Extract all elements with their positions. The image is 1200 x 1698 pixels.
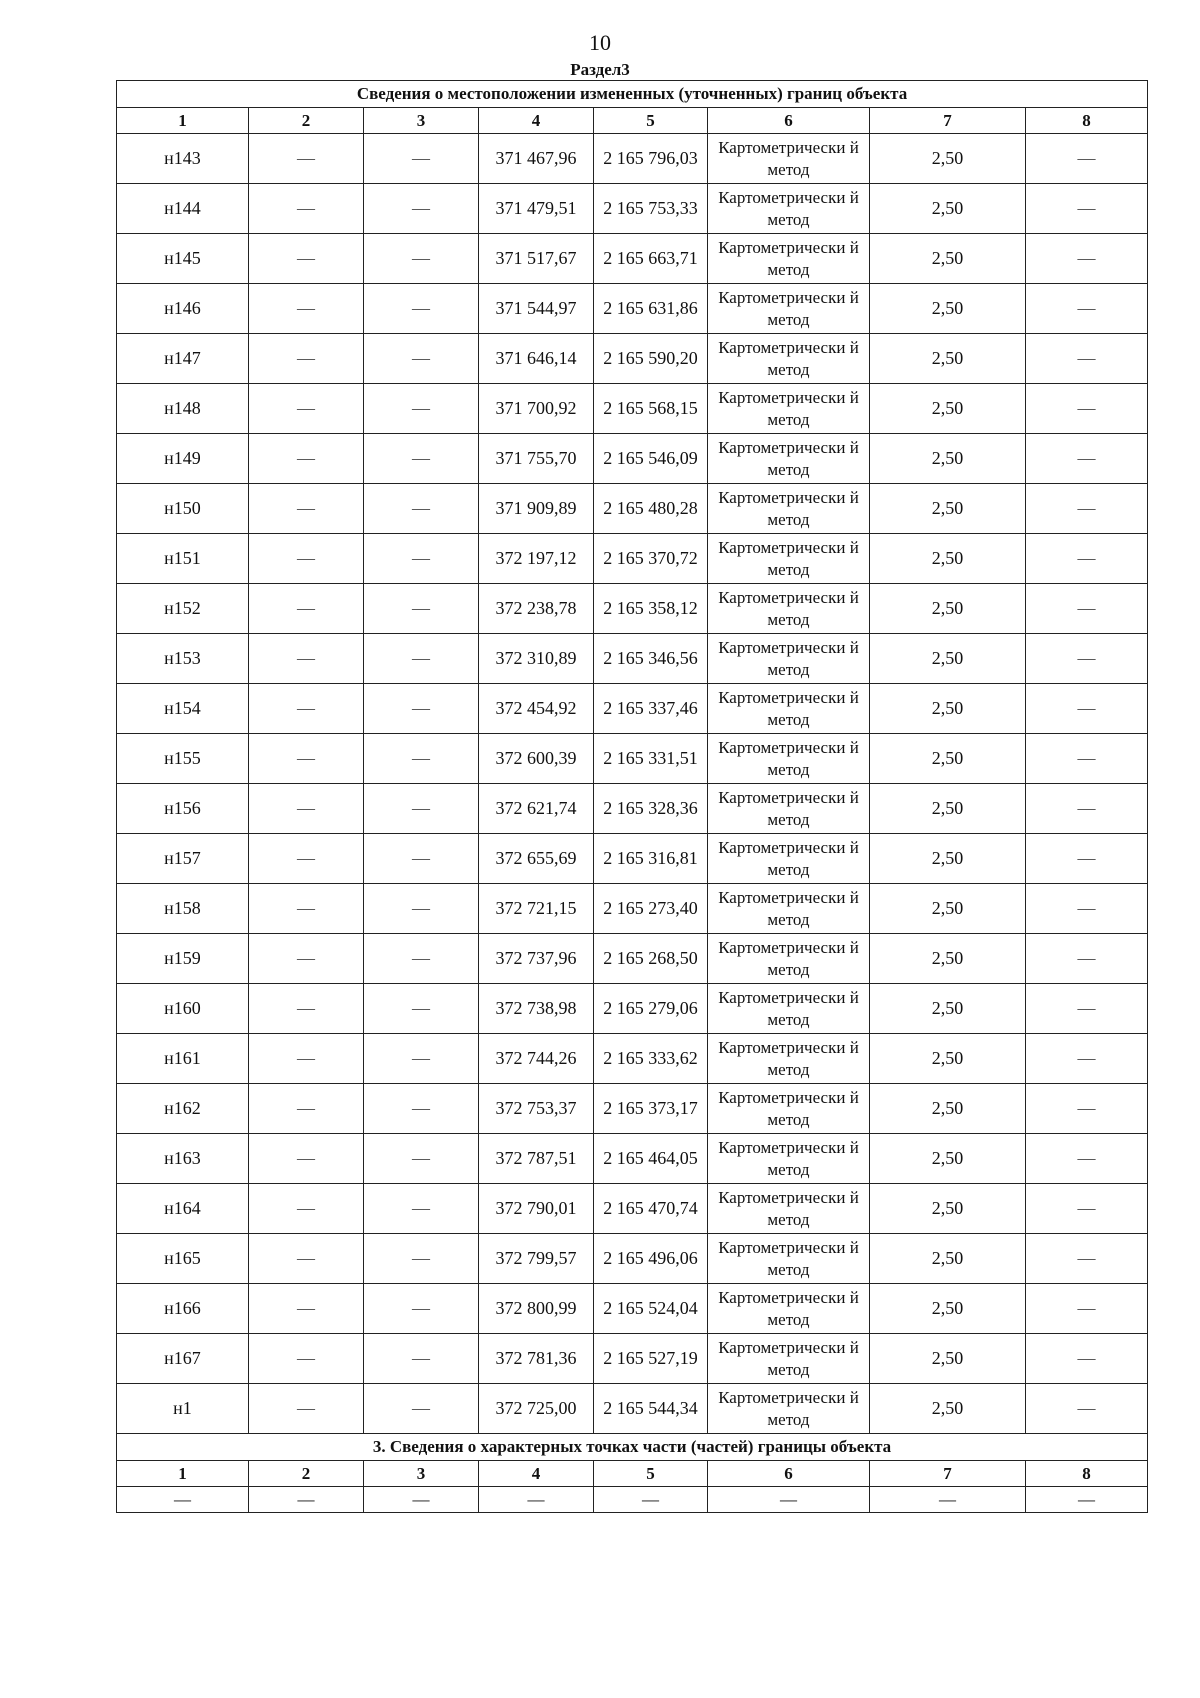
table-row	[117, 934, 1148, 984]
table-row	[117, 984, 1148, 1034]
y-coordinate: 2 165 268,50	[594, 934, 708, 984]
x-coordinate: 372 799,57	[479, 1234, 594, 1284]
column-number: 5	[594, 108, 708, 134]
x-coordinate: 371 646,14	[479, 334, 594, 384]
section3-cell: —	[708, 1487, 870, 1513]
accuracy-value: 2,50	[870, 734, 1026, 784]
method-cell: Картометрически й метод	[708, 834, 870, 884]
point-name: н146	[117, 284, 249, 334]
col3-value: —	[364, 334, 479, 384]
method-cell: Картометрически й метод	[708, 134, 870, 184]
point-name: н154	[117, 684, 249, 734]
section3-cell: —	[1026, 1487, 1148, 1513]
x-coordinate: 372 197,12	[479, 534, 594, 584]
y-coordinate: 2 165 316,81	[594, 834, 708, 884]
y-coordinate: 2 165 346,56	[594, 634, 708, 684]
column-number: 4	[479, 1461, 594, 1487]
col8-value: —	[1026, 1184, 1148, 1234]
col8-value: —	[1026, 134, 1148, 184]
method-cell: Картометрически й метод	[708, 384, 870, 434]
point-name: н161	[117, 1034, 249, 1084]
col2-value: —	[249, 1284, 364, 1334]
point-name: н143	[117, 134, 249, 184]
section3-title-row	[117, 1434, 1148, 1461]
point-name: н159	[117, 934, 249, 984]
table-title-row	[117, 81, 1148, 108]
col3-value: —	[364, 834, 479, 884]
column-number: 5	[594, 1461, 708, 1487]
method-cell: Картометрически й метод	[708, 1084, 870, 1134]
x-coordinate: 372 621,74	[479, 784, 594, 834]
table-row	[117, 534, 1148, 584]
point-name: н158	[117, 884, 249, 934]
accuracy-value: 2,50	[870, 434, 1026, 484]
point-name: н145	[117, 234, 249, 284]
y-coordinate: 2 165 524,04	[594, 1284, 708, 1334]
column-number: 2	[249, 108, 364, 134]
x-coordinate: 372 781,36	[479, 1334, 594, 1384]
table-row	[117, 234, 1148, 284]
point-name: н162	[117, 1084, 249, 1134]
col8-value: —	[1026, 1134, 1148, 1184]
col2-value: —	[249, 884, 364, 934]
x-coordinate: 372 738,98	[479, 984, 594, 1034]
accuracy-value: 2,50	[870, 634, 1026, 684]
method-cell: Картометрически й метод	[708, 1384, 870, 1434]
col3-value: —	[364, 134, 479, 184]
accuracy-value: 2,50	[870, 334, 1026, 384]
col3-value: —	[364, 534, 479, 584]
col3-value: —	[364, 1234, 479, 1284]
col2-value: —	[249, 1134, 364, 1184]
x-coordinate: 372 737,96	[479, 934, 594, 984]
col8-value: —	[1026, 1384, 1148, 1434]
method-cell: Картометрически й метод	[708, 1034, 870, 1084]
accuracy-value: 2,50	[870, 1134, 1026, 1184]
x-coordinate: 372 655,69	[479, 834, 594, 884]
y-coordinate: 2 165 480,28	[594, 484, 708, 534]
col2-value: —	[249, 834, 364, 884]
table-row	[117, 284, 1148, 334]
col2-value: —	[249, 234, 364, 284]
y-coordinate: 2 165 337,46	[594, 684, 708, 734]
point-name: н151	[117, 534, 249, 584]
column-number: 1	[117, 108, 249, 134]
col2-value: —	[249, 634, 364, 684]
method-cell: Картометрически й метод	[708, 484, 870, 534]
col8-value: —	[1026, 184, 1148, 234]
section3-cell: —	[117, 1487, 249, 1513]
col3-value: —	[364, 584, 479, 634]
col2-value: —	[249, 134, 364, 184]
section3-cell: —	[364, 1487, 479, 1513]
x-coordinate: 372 721,15	[479, 884, 594, 934]
accuracy-value: 2,50	[870, 984, 1026, 1034]
point-name: н160	[117, 984, 249, 1034]
accuracy-value: 2,50	[870, 684, 1026, 734]
point-name: н148	[117, 384, 249, 434]
x-coordinate: 371 517,67	[479, 234, 594, 284]
col8-value: —	[1026, 1284, 1148, 1334]
accuracy-value: 2,50	[870, 1184, 1026, 1234]
x-coordinate: 372 753,37	[479, 1084, 594, 1134]
method-cell: Картометрически й метод	[708, 184, 870, 234]
accuracy-value: 2,50	[870, 484, 1026, 534]
point-name: н150	[117, 484, 249, 534]
method-cell: Картометрически й метод	[708, 1284, 870, 1334]
x-coordinate: 372 790,01	[479, 1184, 594, 1234]
table-row	[117, 434, 1148, 484]
accuracy-value: 2,50	[870, 1384, 1026, 1434]
col3-value: —	[364, 284, 479, 334]
col8-value: —	[1026, 934, 1148, 984]
x-coordinate: 372 744,26	[479, 1034, 594, 1084]
table-row	[117, 184, 1148, 234]
col8-value: —	[1026, 284, 1148, 334]
col8-value: —	[1026, 234, 1148, 284]
accuracy-value: 2,50	[870, 1084, 1026, 1134]
point-name: н163	[117, 1134, 249, 1184]
y-coordinate: 2 165 333,62	[594, 1034, 708, 1084]
method-cell: Картометрически й метод	[708, 284, 870, 334]
col3-value: —	[364, 934, 479, 984]
section3-cell: —	[594, 1487, 708, 1513]
y-coordinate: 2 165 470,74	[594, 1184, 708, 1234]
col3-value: —	[364, 1284, 479, 1334]
accuracy-value: 2,50	[870, 284, 1026, 334]
col3-value: —	[364, 634, 479, 684]
table-row	[117, 384, 1148, 434]
y-coordinate: 2 165 590,20	[594, 334, 708, 384]
point-name: н147	[117, 334, 249, 384]
method-cell: Картометрически й метод	[708, 984, 870, 1034]
boundary-table	[116, 80, 1148, 1513]
x-coordinate: 371 909,89	[479, 484, 594, 534]
accuracy-value: 2,50	[870, 134, 1026, 184]
point-name: н152	[117, 584, 249, 634]
accuracy-value: 2,50	[870, 784, 1026, 834]
page-number: 10	[589, 30, 611, 55]
column-number: 8	[1026, 108, 1148, 134]
table-row	[117, 884, 1148, 934]
accuracy-value: 2,50	[870, 184, 1026, 234]
column-number: 3	[364, 108, 479, 134]
method-cell: Картометрически й метод	[708, 784, 870, 834]
col3-value: —	[364, 984, 479, 1034]
col8-value: —	[1026, 1234, 1148, 1284]
table-row	[117, 1334, 1148, 1384]
y-coordinate: 2 165 358,12	[594, 584, 708, 634]
y-coordinate: 2 165 496,06	[594, 1234, 708, 1284]
method-cell: Картометрически й метод	[708, 634, 870, 684]
table-row	[117, 1284, 1148, 1334]
point-name: н164	[117, 1184, 249, 1234]
section3-cell: —	[479, 1487, 594, 1513]
method-cell: Картометрически й метод	[708, 434, 870, 484]
col2-value: —	[249, 184, 364, 234]
accuracy-value: 2,50	[870, 234, 1026, 284]
table-row	[117, 334, 1148, 384]
column-number: 1	[117, 1461, 249, 1487]
y-coordinate: 2 165 464,05	[594, 1134, 708, 1184]
section3-column-number-row	[117, 1461, 1148, 1487]
table-row	[117, 584, 1148, 634]
x-coordinate: 371 479,51	[479, 184, 594, 234]
x-coordinate: 371 755,70	[479, 434, 594, 484]
x-coordinate: 371 700,92	[479, 384, 594, 434]
y-coordinate: 2 165 370,72	[594, 534, 708, 584]
col3-value: —	[364, 1334, 479, 1384]
table-row	[117, 1234, 1148, 1284]
col2-value: —	[249, 684, 364, 734]
col8-value: —	[1026, 434, 1148, 484]
col8-value: —	[1026, 834, 1148, 884]
col8-value: —	[1026, 334, 1148, 384]
section3-title: 3. Сведения о характерных точках части (частей) границы объекта	[117, 1434, 1148, 1461]
table-row	[117, 1084, 1148, 1134]
col8-value: —	[1026, 784, 1148, 834]
col8-value: —	[1026, 734, 1148, 784]
point-name: н167	[117, 1334, 249, 1384]
x-coordinate: 371 544,97	[479, 284, 594, 334]
col2-value: —	[249, 984, 364, 1034]
table-row	[117, 734, 1148, 784]
col3-value: —	[364, 1084, 479, 1134]
column-number: 6	[708, 1461, 870, 1487]
y-coordinate: 2 165 279,06	[594, 984, 708, 1034]
table-row	[117, 134, 1148, 184]
col2-value: —	[249, 284, 364, 334]
section-label: Раздел3	[570, 60, 630, 79]
col8-value: —	[1026, 634, 1148, 684]
col8-value: —	[1026, 484, 1148, 534]
accuracy-value: 2,50	[870, 834, 1026, 884]
point-name: н156	[117, 784, 249, 834]
accuracy-value: 2,50	[870, 884, 1026, 934]
col3-value: —	[364, 1034, 479, 1084]
col2-value: —	[249, 334, 364, 384]
method-cell: Картометрически й метод	[708, 1334, 870, 1384]
col2-value: —	[249, 734, 364, 784]
accuracy-value: 2,50	[870, 1034, 1026, 1084]
method-cell: Картометрически й метод	[708, 684, 870, 734]
y-coordinate: 2 165 328,36	[594, 784, 708, 834]
y-coordinate: 2 165 273,40	[594, 884, 708, 934]
x-coordinate: 371 467,96	[479, 134, 594, 184]
col3-value: —	[364, 1134, 479, 1184]
col3-value: —	[364, 484, 479, 534]
col3-value: —	[364, 1384, 479, 1434]
col3-value: —	[364, 684, 479, 734]
col3-value: —	[364, 184, 479, 234]
accuracy-value: 2,50	[870, 534, 1026, 584]
x-coordinate: 372 725,00	[479, 1384, 594, 1434]
col8-value: —	[1026, 534, 1148, 584]
y-coordinate: 2 165 663,71	[594, 234, 708, 284]
col8-value: —	[1026, 884, 1148, 934]
col2-value: —	[249, 534, 364, 584]
accuracy-value: 2,50	[870, 934, 1026, 984]
col2-value: —	[249, 434, 364, 484]
column-number: 4	[479, 108, 594, 134]
col2-value: —	[249, 1384, 364, 1434]
col8-value: —	[1026, 584, 1148, 634]
col8-value: —	[1026, 684, 1148, 734]
table-row	[117, 1184, 1148, 1234]
point-name: н165	[117, 1234, 249, 1284]
accuracy-value: 2,50	[870, 584, 1026, 634]
col8-value: —	[1026, 384, 1148, 434]
method-cell: Картометрически й метод	[708, 1184, 870, 1234]
column-number: 6	[708, 108, 870, 134]
col3-value: —	[364, 884, 479, 934]
column-number: 2	[249, 1461, 364, 1487]
col3-value: —	[364, 1184, 479, 1234]
y-coordinate: 2 165 631,86	[594, 284, 708, 334]
col3-value: —	[364, 234, 479, 284]
point-name: н144	[117, 184, 249, 234]
point-name: н153	[117, 634, 249, 684]
y-coordinate: 2 165 796,03	[594, 134, 708, 184]
column-number: 8	[1026, 1461, 1148, 1487]
table-row	[117, 834, 1148, 884]
method-cell: Картометрически й метод	[708, 334, 870, 384]
x-coordinate: 372 238,78	[479, 584, 594, 634]
col2-value: —	[249, 1034, 364, 1084]
column-number-row	[117, 108, 1148, 134]
section3-cell: —	[249, 1487, 364, 1513]
method-cell: Картометрически й метод	[708, 734, 870, 784]
col3-value: —	[364, 784, 479, 834]
y-coordinate: 2 165 753,33	[594, 184, 708, 234]
accuracy-value: 2,50	[870, 384, 1026, 434]
col8-value: —	[1026, 1334, 1148, 1384]
table-row	[117, 1134, 1148, 1184]
x-coordinate: 372 800,99	[479, 1284, 594, 1334]
x-coordinate: 372 600,39	[479, 734, 594, 784]
col2-value: —	[249, 1234, 364, 1284]
accuracy-value: 2,50	[870, 1234, 1026, 1284]
method-cell: Картометрически й метод	[708, 584, 870, 634]
table-row	[117, 784, 1148, 834]
accuracy-value: 2,50	[870, 1284, 1026, 1334]
point-name: н166	[117, 1284, 249, 1334]
table-row	[117, 634, 1148, 684]
col2-value: —	[249, 1184, 364, 1234]
col2-value: —	[249, 384, 364, 434]
table-row	[117, 1034, 1148, 1084]
method-cell: Картометрически й метод	[708, 234, 870, 284]
method-cell: Картометрически й метод	[708, 934, 870, 984]
table-row	[117, 1384, 1148, 1434]
y-coordinate: 2 165 527,19	[594, 1334, 708, 1384]
section3-row	[117, 1487, 1148, 1513]
x-coordinate: 372 310,89	[479, 634, 594, 684]
section3-cell: —	[870, 1487, 1026, 1513]
y-coordinate: 2 165 373,17	[594, 1084, 708, 1134]
col3-value: —	[364, 384, 479, 434]
col2-value: —	[249, 1084, 364, 1134]
y-coordinate: 2 165 331,51	[594, 734, 708, 784]
table-title: Сведения о местоположении измененных (уточненных) границ объекта	[117, 81, 1148, 108]
point-name: н157	[117, 834, 249, 884]
column-number: 7	[870, 1461, 1026, 1487]
point-name: н1	[117, 1384, 249, 1434]
col3-value: —	[364, 434, 479, 484]
table-row	[117, 684, 1148, 734]
table-row	[117, 484, 1148, 534]
method-cell: Картометрически й метод	[708, 884, 870, 934]
method-cell: Картометрически й метод	[708, 534, 870, 584]
col8-value: —	[1026, 1084, 1148, 1134]
column-number: 7	[870, 108, 1026, 134]
method-cell: Картометрически й метод	[708, 1134, 870, 1184]
col2-value: —	[249, 584, 364, 634]
x-coordinate: 372 787,51	[479, 1134, 594, 1184]
column-number: 3	[364, 1461, 479, 1487]
col8-value: —	[1026, 1034, 1148, 1084]
y-coordinate: 2 165 546,09	[594, 434, 708, 484]
point-name: н149	[117, 434, 249, 484]
col2-value: —	[249, 934, 364, 984]
x-coordinate: 372 454,92	[479, 684, 594, 734]
col2-value: —	[249, 484, 364, 534]
col3-value: —	[364, 734, 479, 784]
y-coordinate: 2 165 544,34	[594, 1384, 708, 1434]
point-name: н155	[117, 734, 249, 784]
col2-value: —	[249, 784, 364, 834]
y-coordinate: 2 165 568,15	[594, 384, 708, 434]
col2-value: —	[249, 1334, 364, 1384]
method-cell: Картометрически й метод	[708, 1234, 870, 1284]
accuracy-value: 2,50	[870, 1334, 1026, 1384]
col8-value: —	[1026, 984, 1148, 1034]
